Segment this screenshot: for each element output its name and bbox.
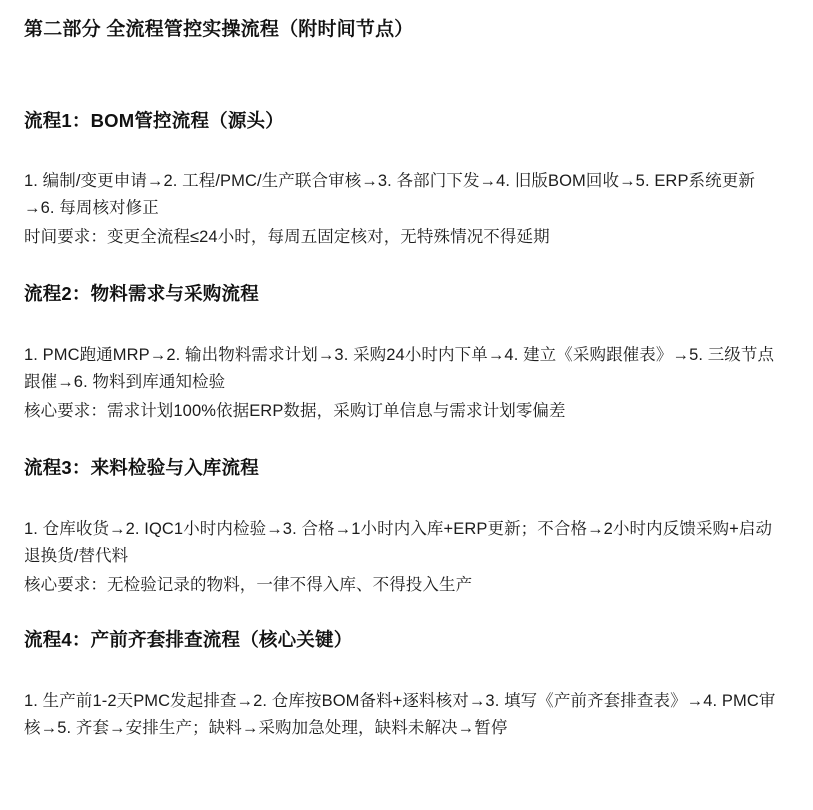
spacer (24, 482, 785, 516)
section-heading: 流程3：来料检验与入库流程 (24, 457, 259, 479)
section-note: 核心要求：无检验记录的物料，一律不得入库、不得投入生产 (24, 575, 473, 594)
spacer (24, 308, 785, 342)
section-heading: 流程4：产前齐套排查流程（核心关键） (24, 629, 353, 651)
section-body: 1. 仓库收货→2. IQC1小时内检验→3. 合格→1小时内入库+ERP更新；不合格→2小时内反馈采购+启动退换货/替代料 (24, 520, 773, 565)
spacer (24, 424, 785, 454)
section-body: 1. 生产前1-2天PMC发起排查→2. 仓库按BOM备料+逐料核对→3. 填写《产前齐套排查表》→4. PMC审核→5. 齐套→安排生产；缺料→采购加急处理，缺料未解决→暂停 (24, 691, 776, 737)
spacer (24, 654, 785, 688)
section-note: 核心要求：需求计划100%依据ERP数据，采购订单信息与需求计划零偏差 (24, 401, 566, 420)
section-flow-2 (24, 280, 785, 424)
section-flow-4 (24, 626, 785, 741)
section-heading: 流程1：BOM管控流程（源头） (24, 109, 284, 131)
spacer (24, 250, 785, 280)
page-title: 第二部分 全流程管控实操流程（附时间节点） (24, 19, 414, 40)
section-flow-1 (24, 107, 785, 251)
spacer (24, 598, 785, 626)
section-body: 1. 编制/变更申请→2. 工程/PMC/生产联合审核→3. 各部门下发→4. 旧版BOM回收→5. ERP系统更新→6. 每周核对修正 (24, 172, 755, 217)
section-body: 1. PMC跑通MRP→2. 输出物料需求计划→3. 采购24小时内下单→4. 建立《采购跟催表》→5. 三级节点跟催→6. 物料到库通知检验 (24, 346, 775, 391)
section-heading: 流程2：物料需求与采购流程 (24, 283, 259, 305)
section-note: 时间要求：变更全流程≤24小时，每周五固定核对，无特殊情况不得延期 (24, 227, 550, 246)
spacer (24, 45, 785, 107)
spacer (24, 134, 785, 168)
section-flow-3 (24, 454, 785, 598)
